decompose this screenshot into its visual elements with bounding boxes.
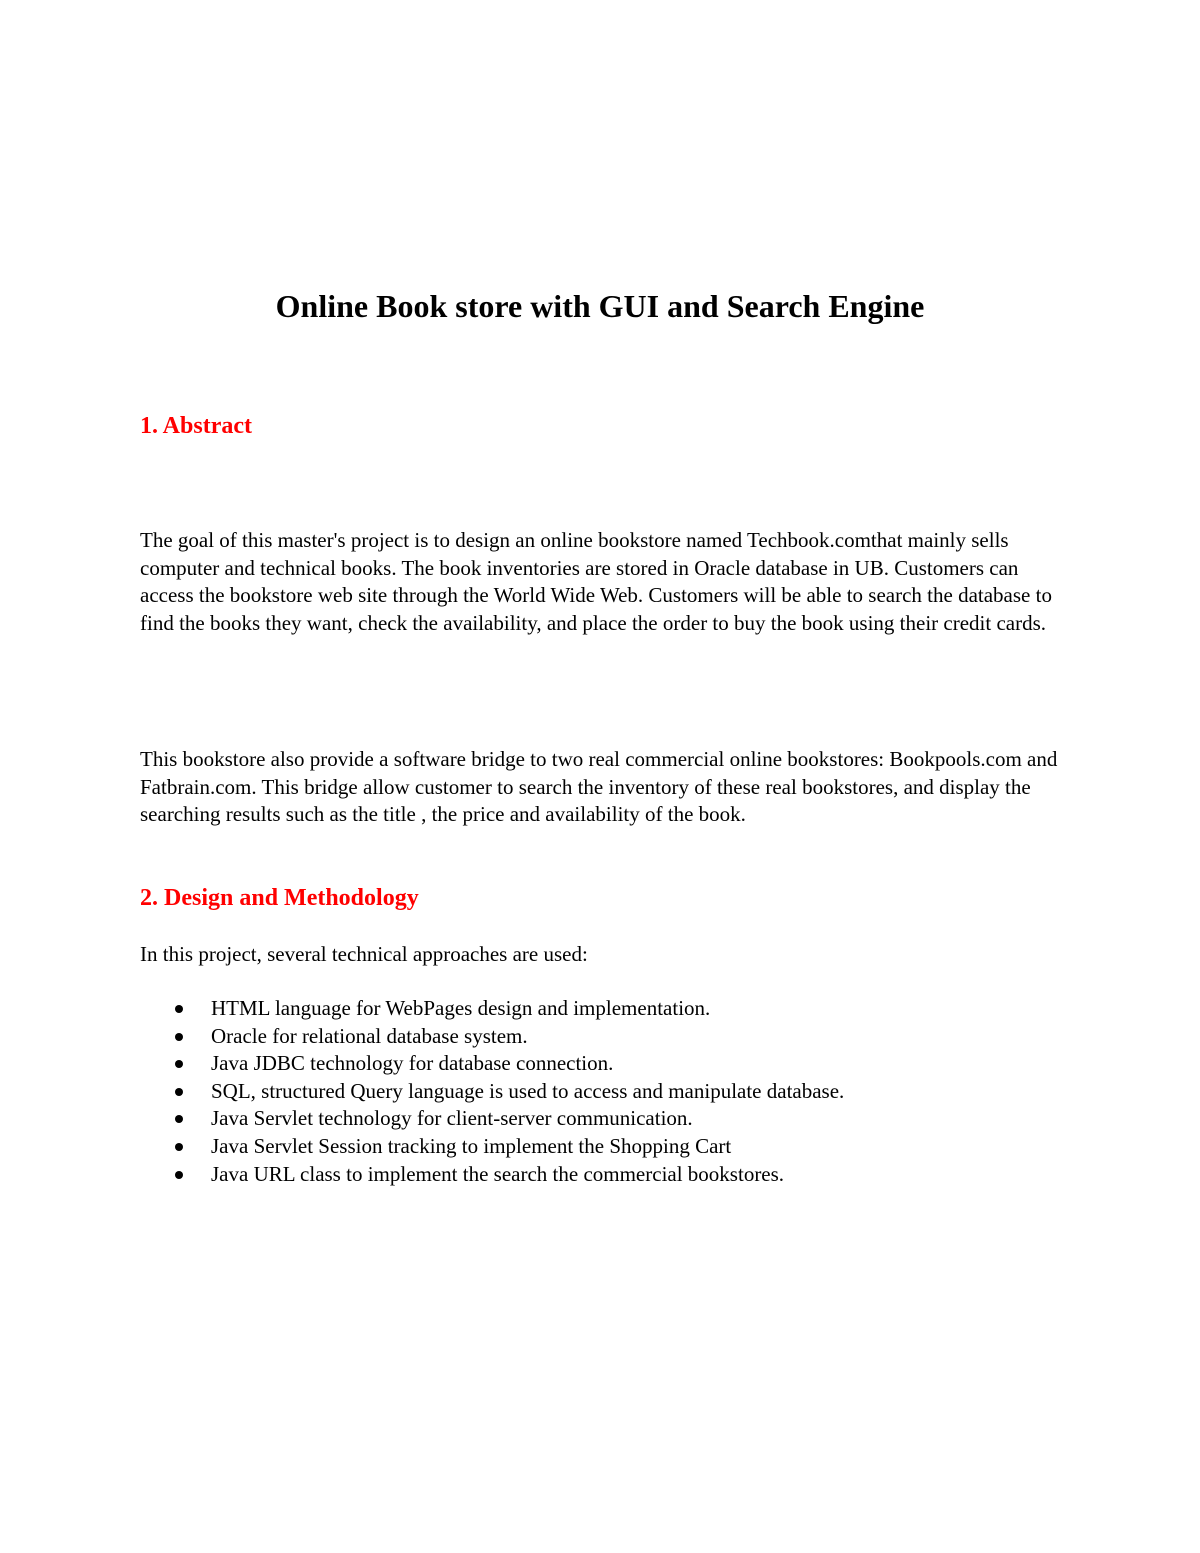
bullet-dot-icon (175, 1005, 183, 1013)
document-title: Online Book store with GUI and Search Engine (275, 288, 925, 324)
list-item (140, 1161, 1070, 1189)
list-item-text: Oracle for relational database system. (211, 1023, 528, 1048)
list-item-text: Java Servlet technology for client-server communication. (211, 1106, 693, 1131)
bullet-dot-icon (175, 1088, 183, 1096)
list-item (140, 1050, 1070, 1078)
bullet-dot-icon (175, 1143, 183, 1151)
list-item-text: HTML language for WebPages design and implementation. (211, 996, 711, 1020)
bullet-dot-icon (175, 1060, 183, 1068)
list-item (140, 1078, 1070, 1106)
section-heading-design-methodology: 2. Design and Methodology (140, 885, 419, 911)
bullet-dot-icon (175, 1115, 183, 1123)
bullet-dot-icon (175, 1171, 183, 1179)
abstract-paragraph-1: The goal of this master's project is to design an online bookstore named Techbook.comthat mainly sells computer and technical books. The book inventories are stored in Oracle database in UB. Customers can access the bookstore web site through the World Wide Web. Customers will be able to search the database to find the books they want, check the availability, and place the order to buy the book using their credit cards. (140, 528, 1052, 635)
list-item (140, 1023, 1070, 1051)
list-item-text: Java Servlet Session tracking to implement the Shopping Cart (211, 1133, 732, 1158)
approaches-bullet-list (140, 995, 1070, 1188)
design-intro-paragraph: In this project, several technical approaches are used: (140, 942, 588, 966)
section-heading-abstract: 1. Abstract (140, 413, 252, 439)
list-item-text: Java URL class to implement the search the commercial bookstores. (211, 1161, 785, 1186)
abstract-paragraph-2: This bookstore also provide a software bridge to two real commercial online bookstores: Bookpools.com and Fatbrain.com. This bridge allow customer to search the inventory of these real bookstores, and display the searching results such as the title , the price and availability of the book. (140, 747, 1058, 826)
bullet-dot-icon (175, 1033, 183, 1041)
list-item-text: Java JDBC technology for database connection. (211, 1051, 614, 1076)
list-item (140, 995, 1070, 1023)
list-item-text: SQL, structured Query language is used to access and manipulate database. (211, 1078, 845, 1103)
list-item (140, 1105, 1070, 1133)
list-item (140, 1133, 1070, 1161)
